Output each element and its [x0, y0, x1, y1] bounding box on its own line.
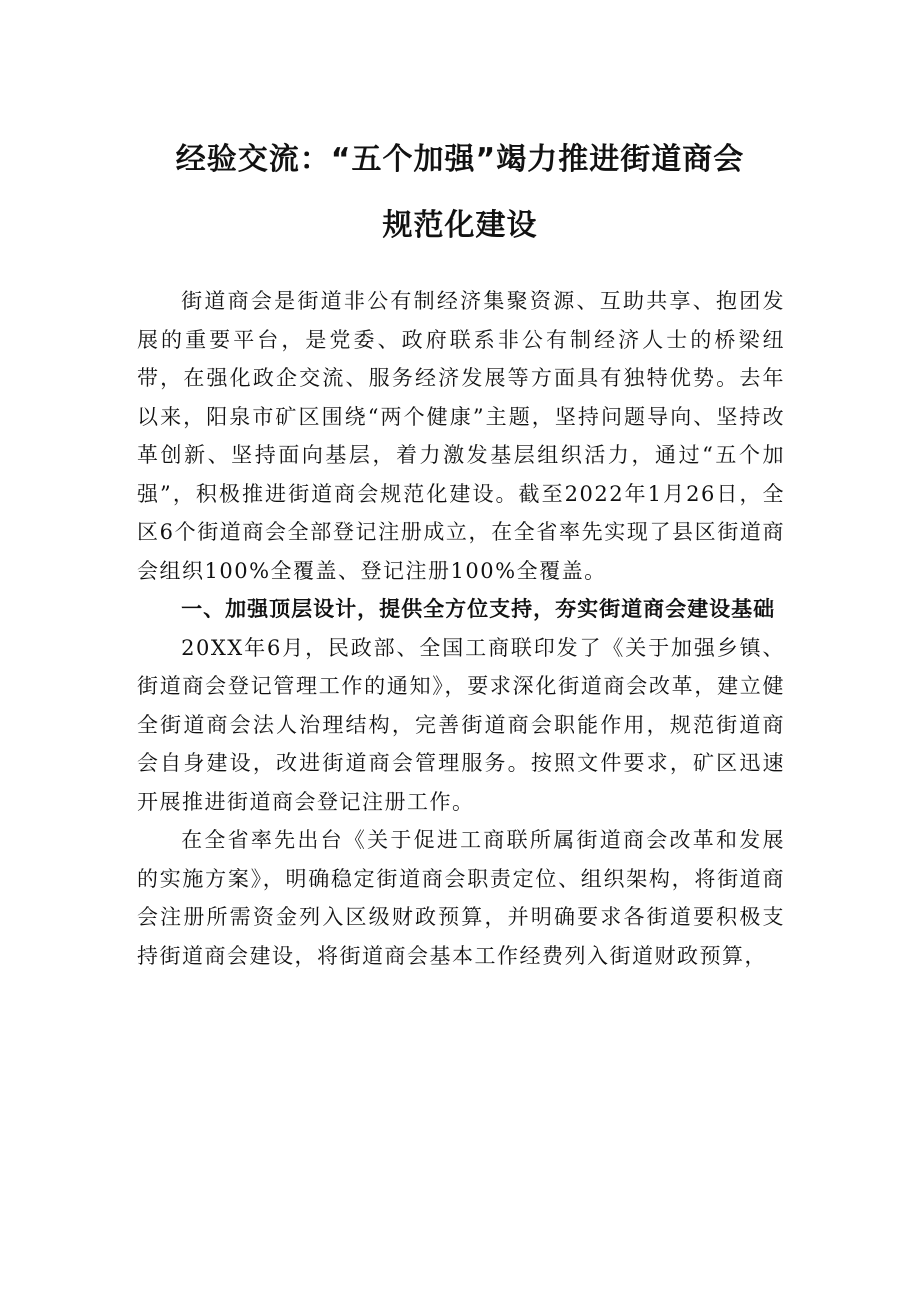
document-body — [137, 282, 785, 975]
paragraph-notice: 20XX年6月，民政部、全国工商联印发了《关于加强乡镇、街道商会登记管理工作的通知》，要求深化街道商会改革，建立健全街道商会法人治理结构，完善街道商会职能作用，规范街道商会自身建设，改进街道商会管理服务。按照文件要求，矿区迅速开展推进街道商会登记注册工作。 — [137, 635, 785, 814]
paragraph-plan: 在全省率先出台《关于促进工商联所属街道商会改革和发展的实施方案》，明确稳定街道商会职责定位、组织架构，将街道商会注册所需资金列入区级财政预算，并明确要求各街道要积极支持街道商会建设，将街道商会基本工作经费列入街道财政预算， — [137, 828, 785, 968]
title-line-2: 规范化建设 — [382, 208, 538, 243]
document-title — [100, 132, 820, 264]
section-heading-1: 一、加强顶层设计，提供全方位支持，夯实街道商会建设基础 — [181, 597, 776, 621]
paragraph-intro: 街道商会是街道非公有制经济集聚资源、互助共享、抱团发展的重要平台，是党委、政府联系非公有制经济人士的桥梁纽带，在强化政企交流、服务经济发展等方面具有独特优势。去年以来，阳泉市矿区围绕“两个健康”主题，坚持问题导向、坚持改革创新、坚持面向基层，着力激发基层组织活力，通过“五个加强”，积极推进街道商会规范化建设。截至2022年1月26日，全区6个街道商会全部登记注册成立，在全省率先实现了县区街道商会组织100%全覆盖、登记注册100%全覆盖。 — [137, 289, 785, 583]
title-line-1: 经验交流：“五个加强”竭力推进街道商会 — [175, 142, 745, 177]
